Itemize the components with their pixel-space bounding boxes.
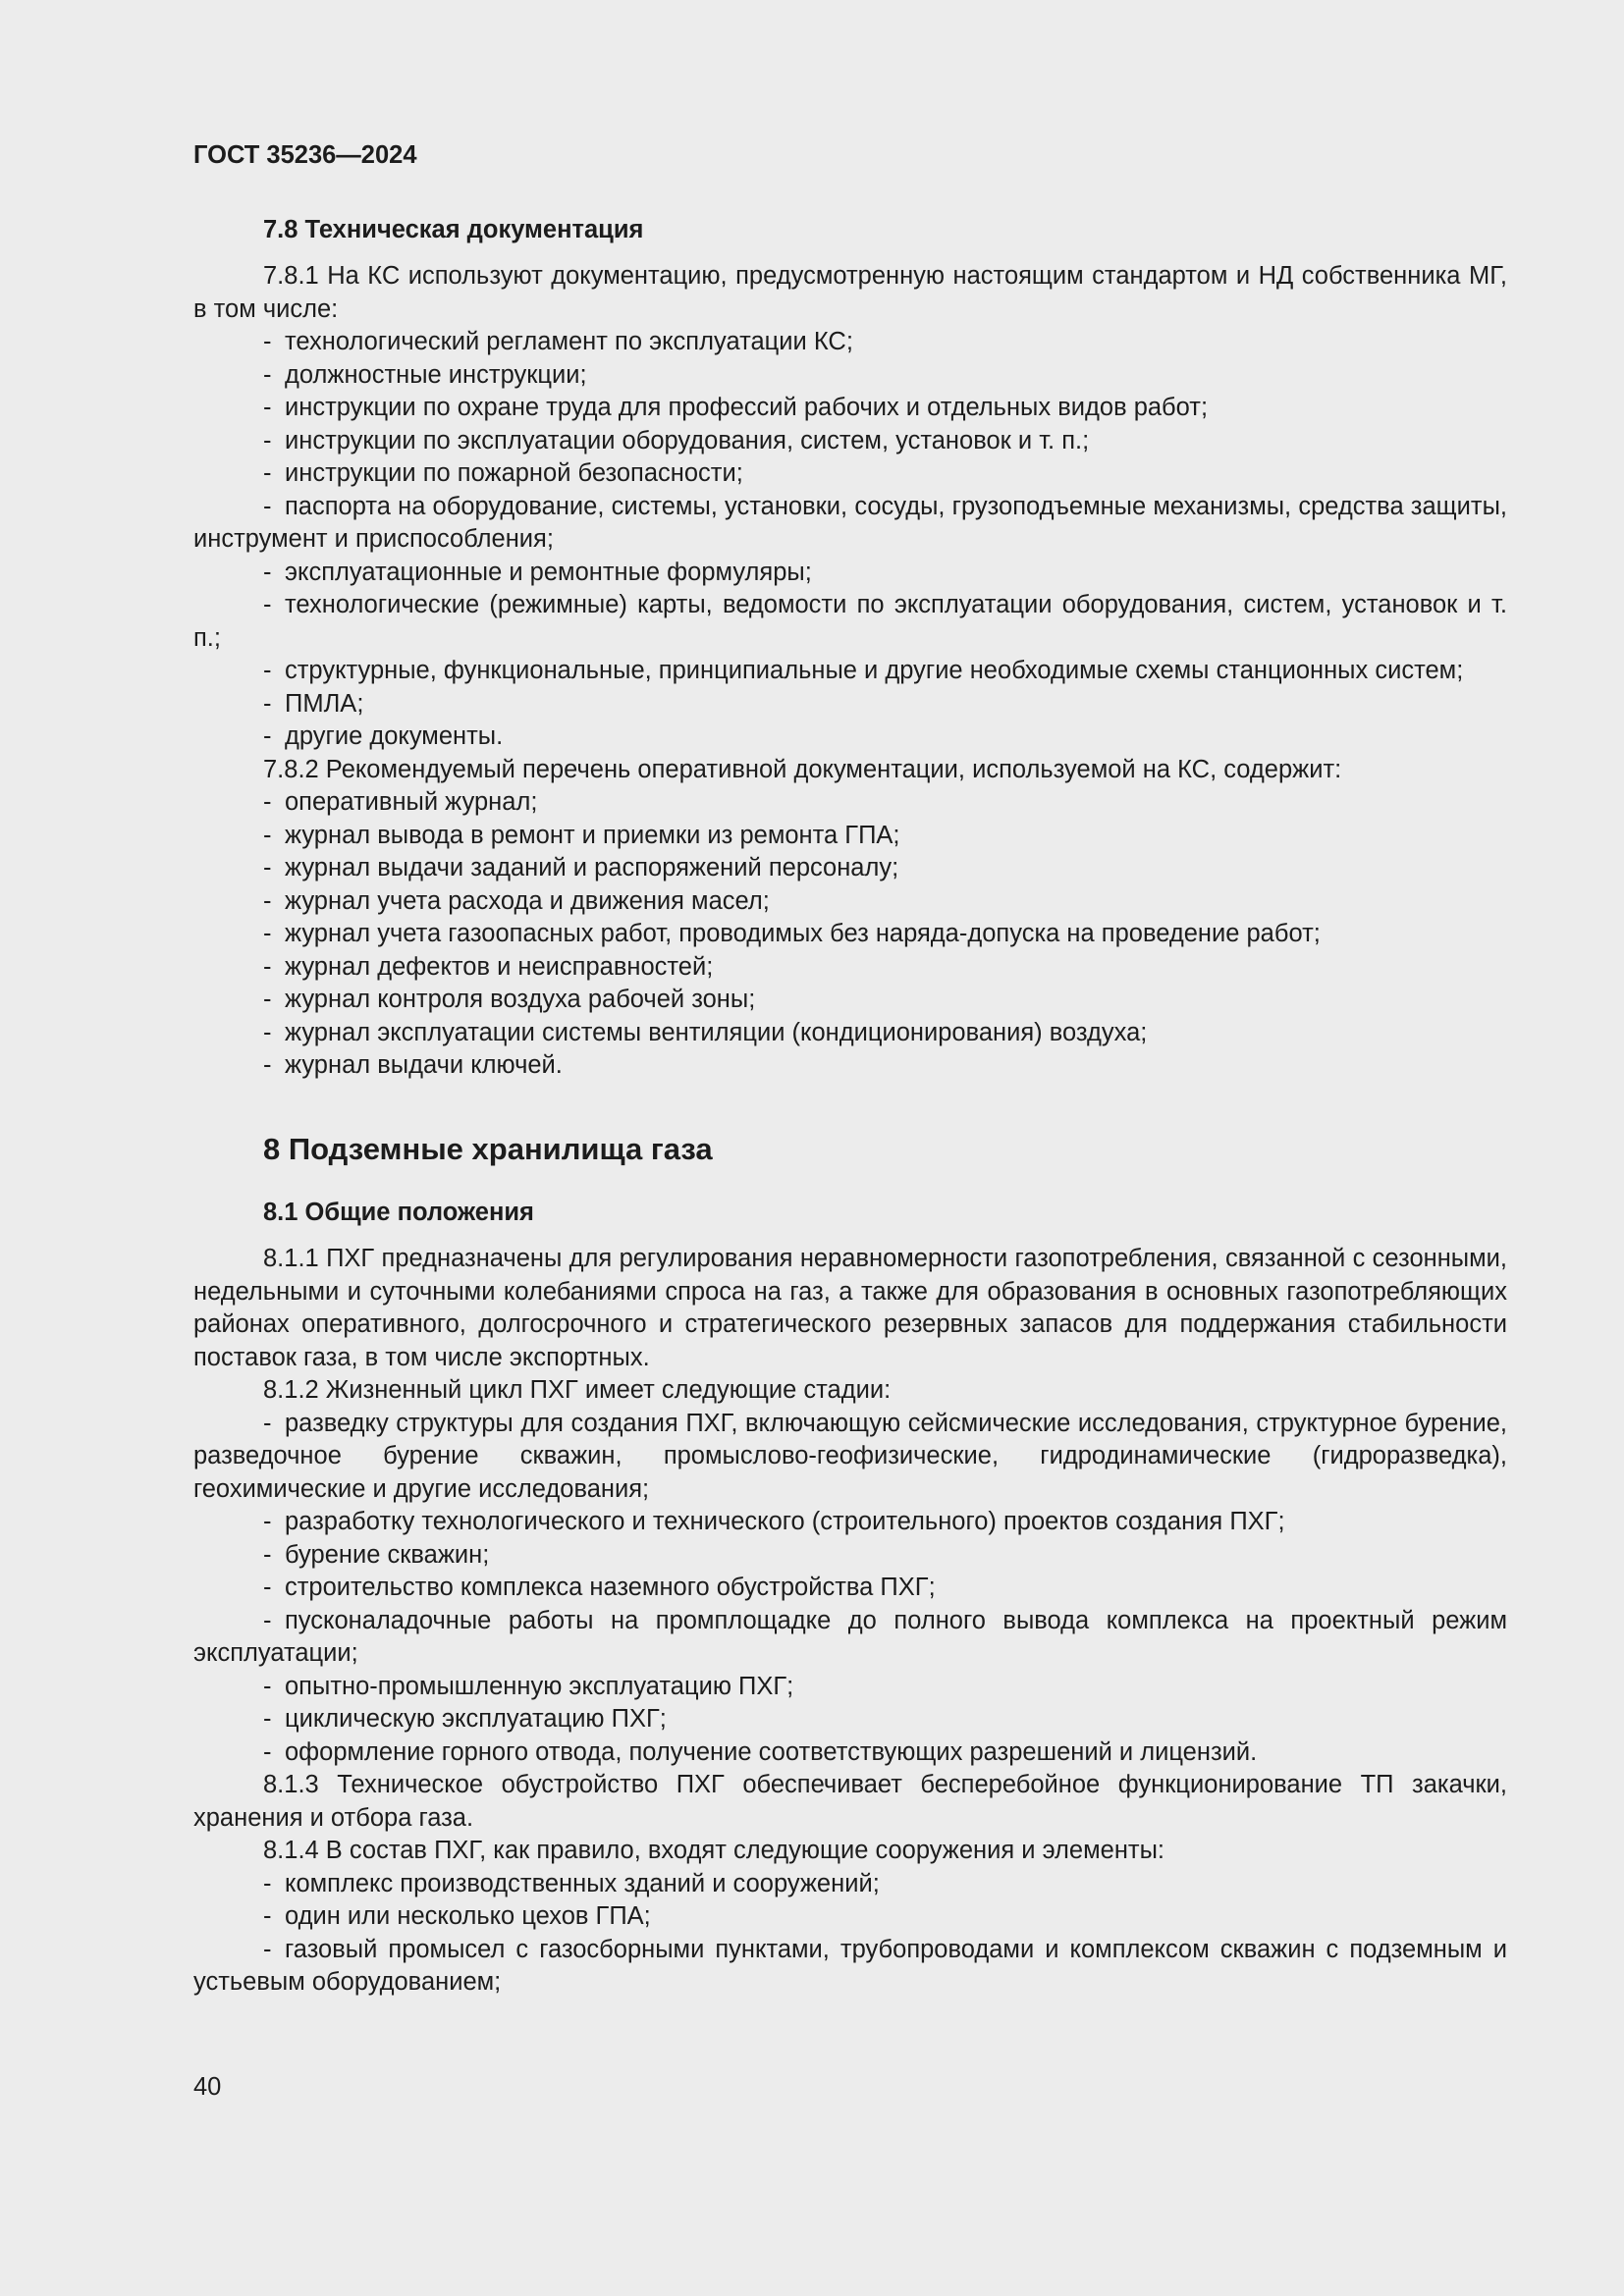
list-item: - комплекс производственных зданий и сооружений; — [263, 1869, 880, 1897]
list-item: - разработку технологического и технического (строительного) проектов создания ПХГ; — [263, 1508, 1285, 1535]
paragraph-8-1-1: 8.1.1 ПХГ предназначены для регулирования неравномерности газопотребления, связанной с сезонными, недельными и суточными колебаниями спроса на газ, а также для образования в основных газопотребляющих районах оперативного, долгосрочного и стратегического резервных запасов для поддержания стабильности поставок газа, в том числе экспортных. — [193, 1245, 1507, 1371]
chapter-title-8: 8 Подземные хранилища газа — [263, 1131, 713, 1166]
list-item: - журнал учета расхода и движения масел; — [263, 886, 770, 915]
list-item: - технологический регламент по эксплуатации КС; — [263, 328, 853, 355]
lifecycle-stages-list — [193, 1408, 1507, 1770]
paragraph-8-1-4: 8.1.4 В состав ПХГ, как правило, входят следующие сооружения и элементы: — [263, 1837, 1164, 1864]
list-item: - журнал выдачи ключей. — [263, 1051, 563, 1079]
ugs-composition-list — [193, 1868, 1507, 2000]
list-item: - другие документы. — [263, 722, 504, 750]
section-title-8-1: 8.1 Общие положения — [263, 1198, 534, 1226]
paragraph-8-1-2: 8.1.2 Жизненный цикл ПХГ имеет следующие стадии: — [263, 1376, 892, 1404]
section-title-7-8: 7.8 Техническая документация — [263, 215, 644, 243]
list-item: - ПМЛА; — [263, 689, 364, 718]
list-item: - эксплуатационные и ремонтные формуляры; — [263, 558, 812, 586]
list-item: - журнал выдачи заданий и распоряжений персоналу; — [263, 854, 899, 881]
list-item: - пусконаладочные работы на промплощадке до полного вывода комплекса на проектный режим эксплуатации; — [193, 1606, 1507, 1667]
list-item: - один или несколько цехов ГПА; — [263, 1902, 651, 1930]
list-item: - газовый промысел с газосборными пунктами, трубопроводами и комплексом скважин с подземным и устьевым оборудованием; — [193, 1935, 1507, 1996]
list-item: - разведку структуры для создания ПХГ, включающую сейсмические исследования, структурное бурение, разведочное бурение скважин, промыслово-геофизические, гидродинамические (гидроразведка), геохимические и другие исследования; — [193, 1409, 1507, 1503]
document-page — [193, 139, 1507, 2000]
list-item: - оперативный журнал; — [263, 788, 538, 816]
list-item: - инструкции по пожарной безопасности; — [263, 459, 743, 487]
list-item: - оформление горного отвода, получение соответствующих разрешений и лицензий. — [263, 1737, 1258, 1766]
list-item: - журнал вывода в ремонт и приемки из ремонта ГПА; — [263, 821, 900, 849]
list-item: - журнал дефектов и неисправностей; — [263, 952, 714, 981]
list-item: - журнал контроля воздуха рабочей зоны; — [263, 986, 756, 1013]
paragraph-7-8-1: 7.8.1 На КС используют документацию, предусмотренную настоящим стандартом и НД собственника МГ, в том числе: — [193, 262, 1507, 323]
list-item: - технологические (режимные) карты, ведомости по эксплуатации оборудования, систем, установок и т. п.; — [193, 591, 1507, 652]
list-item: - бурение скважин; — [263, 1540, 490, 1569]
list-item: - инструкции по охране труда для профессий рабочих и отдельных видов работ; — [263, 394, 1209, 421]
list-item: - журнал учета газоопасных работ, проводимых без наряда-допуска на проведение работ; — [263, 920, 1321, 947]
list-item: - опытно-промышленную эксплуатацию ПХГ; — [263, 1672, 794, 1700]
paragraph-7-8-2: 7.8.2 Рекомендуемый перечень оперативной документации, используемой на КС, содержит: — [263, 755, 1342, 783]
documentation-list — [193, 326, 1507, 754]
operational-docs-list — [193, 786, 1507, 1083]
list-item: - паспорта на оборудование, системы, установки, сосуды, грузоподъемные механизмы, средства защиты, инструмент и приспособления; — [193, 492, 1507, 553]
list-item: - должностные инструкции; — [263, 360, 587, 389]
list-item: - строительство комплекса наземного обустройства ПХГ; — [263, 1574, 936, 1601]
page-number: 40 — [193, 2073, 222, 2101]
list-item: - циклическую эксплуатацию ПХГ; — [263, 1705, 667, 1733]
paragraph-8-1-3: 8.1.3 Техническое обустройство ПХГ обеспечивает бесперебойное функционирование ТП закачки, хранения и отбора газа. — [193, 1771, 1507, 1832]
document-header: ГОСТ 35236—2024 — [193, 141, 417, 169]
list-item: - структурные, функциональные, принципиальные и другие необходимые схемы станционных систем; — [263, 657, 1464, 684]
list-item: - инструкции по эксплуатации оборудования, систем, установок и т. п.; — [263, 426, 1090, 454]
list-item: - журнал эксплуатации системы вентиляции (кондиционирования) воздуха; — [263, 1018, 1148, 1046]
